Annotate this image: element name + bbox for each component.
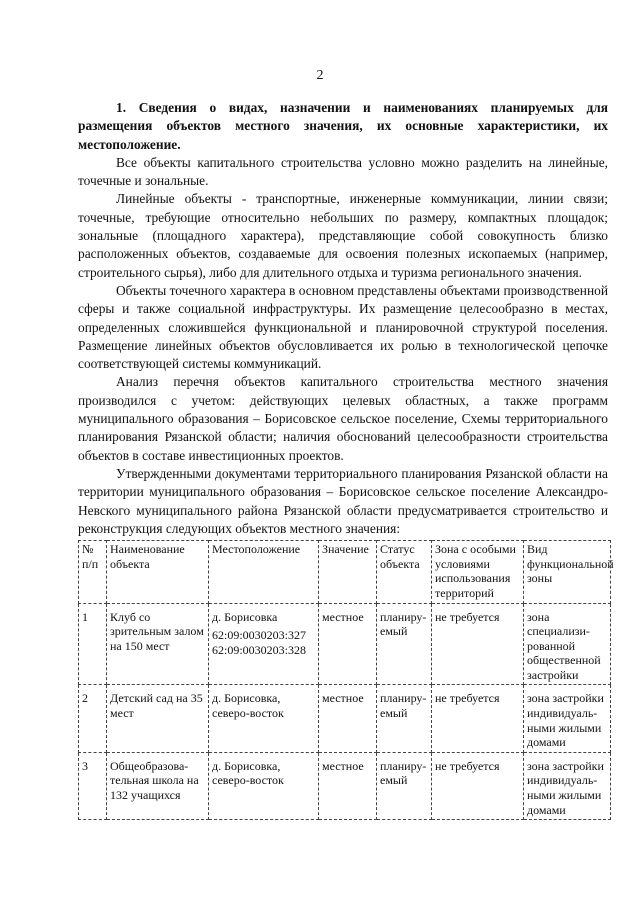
paragraph: Линейные объекты - транспортные, инженерные коммуникации, линии связи; точечные, требующие относительно небольших по размеру, компактных площадок; зональные (площадного характера), представляющие собой совокупность близко расположенных объектов, создаваемые для освоения полезных ископаемых (например, строительного сырья), либо для длительного отдыха и туризма регионального значения. xyxy=(78,191,608,280)
special-zone: не требуется xyxy=(432,752,524,819)
object-name: Детский сад на 35 мест xyxy=(107,685,209,752)
functional-zone: зона застройки индивидуаль-ными жилыми домами xyxy=(524,685,611,752)
object-status: планиру-емый xyxy=(377,685,432,752)
row-number: 2 xyxy=(79,685,107,752)
paragraph: Утвержденными документами территориального планирования Рязанской области на территории муниципального образования – Борисовское сельское поселение Александро-Невского муниципального района Рязанской области предусматривается строительство и реконструкция следующих объектов местного значения: xyxy=(78,465,608,536)
column-header: Местоположение xyxy=(209,541,319,603)
column-header: Статус объекта xyxy=(377,541,432,603)
object-location xyxy=(209,603,319,685)
table-row xyxy=(79,603,611,685)
row-number: 3 xyxy=(79,752,107,819)
special-zone: не требуется xyxy=(432,603,524,685)
paragraph: Все объекты капитального строительства условно можно разделить на линейные, точечные и зональные. xyxy=(78,154,608,189)
object-significance: местное xyxy=(319,752,377,819)
column-header: № п/п xyxy=(79,541,107,603)
column-header: Наименование объекта xyxy=(107,541,209,603)
planned-objects-table xyxy=(78,540,614,820)
document-body xyxy=(78,99,614,820)
table-row xyxy=(79,752,611,819)
functional-zone: зона специализи-рованной общественной застройки xyxy=(524,603,611,685)
object-location: д. Борисовка, северо-восток xyxy=(209,685,319,752)
table-header-row xyxy=(79,541,611,603)
paragraph: Объекты точечного характера в основном представлены объектами производственной сферы и также социальной инфраструктуры. Их размещение целесообразно в местах, определенных сложившейся функциональной и планировочной структурой поселения. Размещение линейных объектов обусловливается их ролью в технологической цепочке соответствующей системы коммуникаций. xyxy=(78,282,608,372)
object-name: Клуб со зрительным залом на 150 мест xyxy=(107,603,209,685)
functional-zone: зона застройки индивидуаль-ными жилыми домами xyxy=(524,752,611,819)
row-number: 1 xyxy=(79,603,107,685)
table-row xyxy=(79,685,611,752)
object-location: д. Борисовка, северо-восток xyxy=(209,752,319,819)
object-name: Общеобразова-тельная школа на 132 учащихся xyxy=(107,752,209,819)
paragraph: Анализ перечня объектов капитального строительства местного значения производился с учетом: действующих целевых областных, а также программ муниципального образования – Борисовское сельское поселение, Схемы территориального планирования Рязанской области; наличия обоснований целесообразности строительства объектов в составе инвестиционных проектов. xyxy=(78,374,608,463)
column-header: Вид функциональной зоны xyxy=(524,541,611,603)
cadastral-numbers: 62:09:0030203:327 62:09:0030203:328 xyxy=(212,628,307,657)
object-significance: местное xyxy=(319,685,377,752)
location-text: д. Борисовка xyxy=(212,609,278,624)
page-number: 2 xyxy=(316,68,324,83)
object-status: планиру-емый xyxy=(377,752,432,819)
column-header: Зона с особыми условиями использования территорий xyxy=(432,541,524,603)
section-heading: 1. Сведения о видах, назначении и наименованиях планируемых для размещения объектов местного значения, их основные характеристики, их местоположение. xyxy=(78,100,608,152)
object-status: планиру-емый xyxy=(377,603,432,685)
special-zone: не требуется xyxy=(432,685,524,752)
object-significance: местное xyxy=(319,603,377,685)
column-header: Значение xyxy=(319,541,377,603)
